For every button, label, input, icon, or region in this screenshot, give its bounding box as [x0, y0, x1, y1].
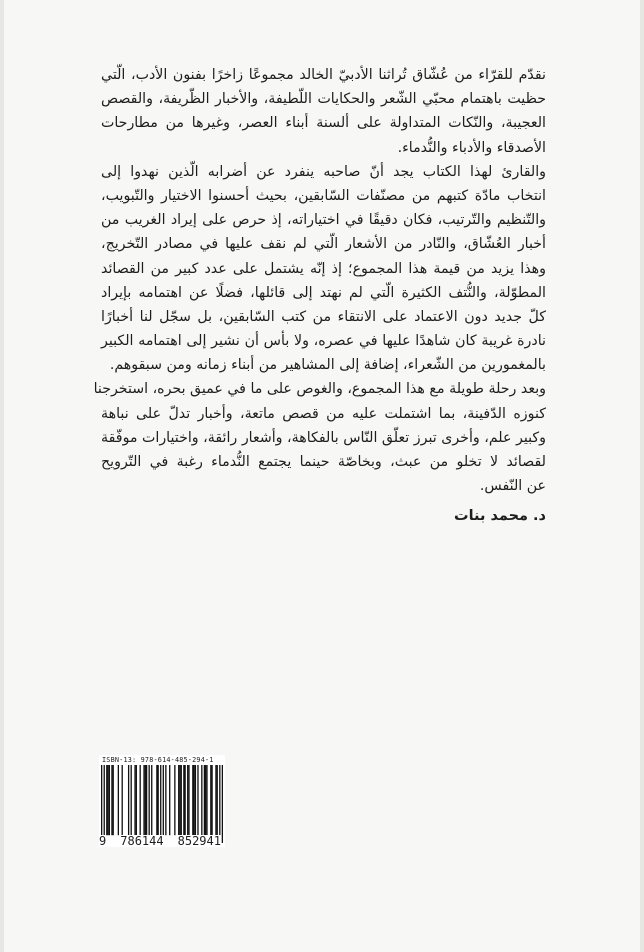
barcode-digits-right: 852941 [177, 834, 221, 848]
barcode-bar [178, 765, 179, 835]
barcode-bar [156, 765, 157, 835]
blurb-line: حظيت باهتمام محبّي الشّعر والحكايات اللّطيفة، والأخبار الظّريفة، والقصص [101, 91, 546, 108]
blurb-line: نادرة غريبة كان شاهدًا عليها في عصره، ولا بأس أن نشير إلى اهتمامه الكبير [101, 333, 546, 350]
blurb-line: الأصدقاء والأدباء والنُّدماء. [397, 139, 546, 156]
barcode-bar [163, 765, 164, 843]
barcode-bar [107, 765, 108, 835]
barcode-bar [149, 765, 150, 835]
blurb-line: انتخاب مادّة كتبهم من مصنّفات السّابقين، بحيث أحسنوا الاختيار والتّبويب، [101, 187, 546, 204]
barcode-bar [122, 765, 123, 835]
barcode-digits-left: 786144 [120, 834, 164, 848]
back-cover-blurb [93, 63, 546, 498]
isbn-barcode [99, 755, 225, 847]
barcode-bar [160, 765, 161, 843]
barcode-bar [192, 765, 193, 835]
isbn-label: ISBN-13: 978-614-485-294-1 [102, 756, 214, 764]
blurb-line: كنوزه الدّفينة، بما اشتملت عليه من قصص ماتعة، وأخبار تدلّ على نباهة [101, 405, 546, 422]
blurb-line: وبعد رحلة طويلة مع هذا المجموع، والغوص على ما في عميق بحره، استخرجنا [93, 381, 546, 398]
barcode-bar [169, 765, 170, 835]
cover-left-edge [0, 0, 4, 952]
author-signature: د. محمد بنات [454, 508, 546, 524]
barcode-bar [181, 765, 182, 835]
barcode-bar [109, 765, 110, 835]
barcode-bar [113, 765, 114, 835]
barcode-bar [193, 765, 194, 835]
barcode-bar [174, 765, 175, 835]
blurb-line: لقصائد لا تخلو من عبث، وبخاصّة حينما يجتمع النُّدماء رغبة في التّرويح [101, 454, 546, 470]
blurb-line: نقدّم للقرّاء من عُشّاق تُراثنا الأدبيّ الخالد مجموعًا زاخرًا بفنون الأدب، الّتي [101, 67, 546, 83]
blurb-line: وكبير علم، وأخرى تبرز تعلّق النّاس بالفكاهة، وأشعار رائقة، واختيارات موفّقة [101, 429, 546, 446]
barcode-bar [219, 765, 220, 843]
barcode-bar [158, 765, 159, 835]
barcode-bar [145, 765, 146, 835]
barcode-bar [104, 765, 105, 843]
blurb-line: كلّ جديد دون الاعتماد على الانتقاء من كتب السّابقين، بل سجّل لنا أخبارًا [101, 308, 546, 325]
barcode-bar [217, 765, 218, 835]
barcode-digit-first: 9 [99, 834, 107, 848]
barcode-bar [118, 765, 119, 835]
barcode-bar [222, 765, 223, 843]
barcode-bar [206, 765, 207, 835]
barcode-bar [204, 765, 205, 835]
barcode-bar [165, 765, 166, 835]
barcode-bar [205, 765, 206, 835]
blurb-line: وهذا يزيد من قيمة هذا المجموع؛ إذ إنّه يشتمل على عدد كبير من القصائد [101, 260, 546, 277]
blurb-line: عن النّفس. [479, 478, 546, 495]
blurb-line: بالمغمورين من الشّعراء، إضافة إلى المشاهير من أبناء زمانه ومن سبقوهم. [109, 357, 546, 374]
barcode-bar [195, 765, 196, 835]
barcode-bar [151, 765, 152, 835]
blurb-line: والتّنظيم والتّرتيب، فكان دقيقًا في اختياراته، إذ حرص على إيراد الغريب من [101, 212, 546, 229]
barcode-bar [131, 765, 132, 835]
blurb-line: أخبار العُشّاق، والنّادر من الأشعار الّتي لم نقف عليها في مصادر التّخريج، [101, 236, 546, 253]
barcode-bar [128, 765, 129, 835]
blurb-line: المطوّلة، والنُّتف الكثيرة الّتي لم نهتد إلى قائلها، فضلًا عن اهتمامه بإيراد [101, 284, 546, 301]
barcode-digits [99, 835, 225, 847]
barcode-bar [215, 765, 216, 835]
barcode-bar [211, 765, 212, 835]
barcode-bar [184, 765, 185, 835]
barcode-bar [179, 765, 180, 835]
barcode-bar [146, 765, 147, 835]
barcode-bar [143, 765, 144, 835]
cover-right-edge [640, 0, 644, 952]
barcode-bar [197, 765, 198, 835]
barcode-bar [134, 765, 135, 835]
barcode-bar [111, 765, 112, 835]
barcode-bar [136, 765, 137, 835]
barcode-bar [140, 765, 141, 835]
barcode-bar [201, 765, 202, 835]
barcode-bars [101, 765, 223, 843]
barcode-bar [183, 765, 184, 835]
barcode-bar [101, 765, 102, 843]
barcode-bar [187, 765, 188, 835]
barcode-bar [106, 765, 107, 835]
barcode-bar [210, 765, 211, 835]
barcode-bar [188, 765, 189, 835]
blurb-line: العجيبة، والنّكات المتداولة على ألسنة أبناء العصر، وغيرها من مطارحات [101, 115, 546, 132]
blurb-line: والقارئ لهذا الكتاب يجد أنّ صاحبه ينفرد عن أضرابه الّذين نهدوا إلى [101, 163, 546, 180]
